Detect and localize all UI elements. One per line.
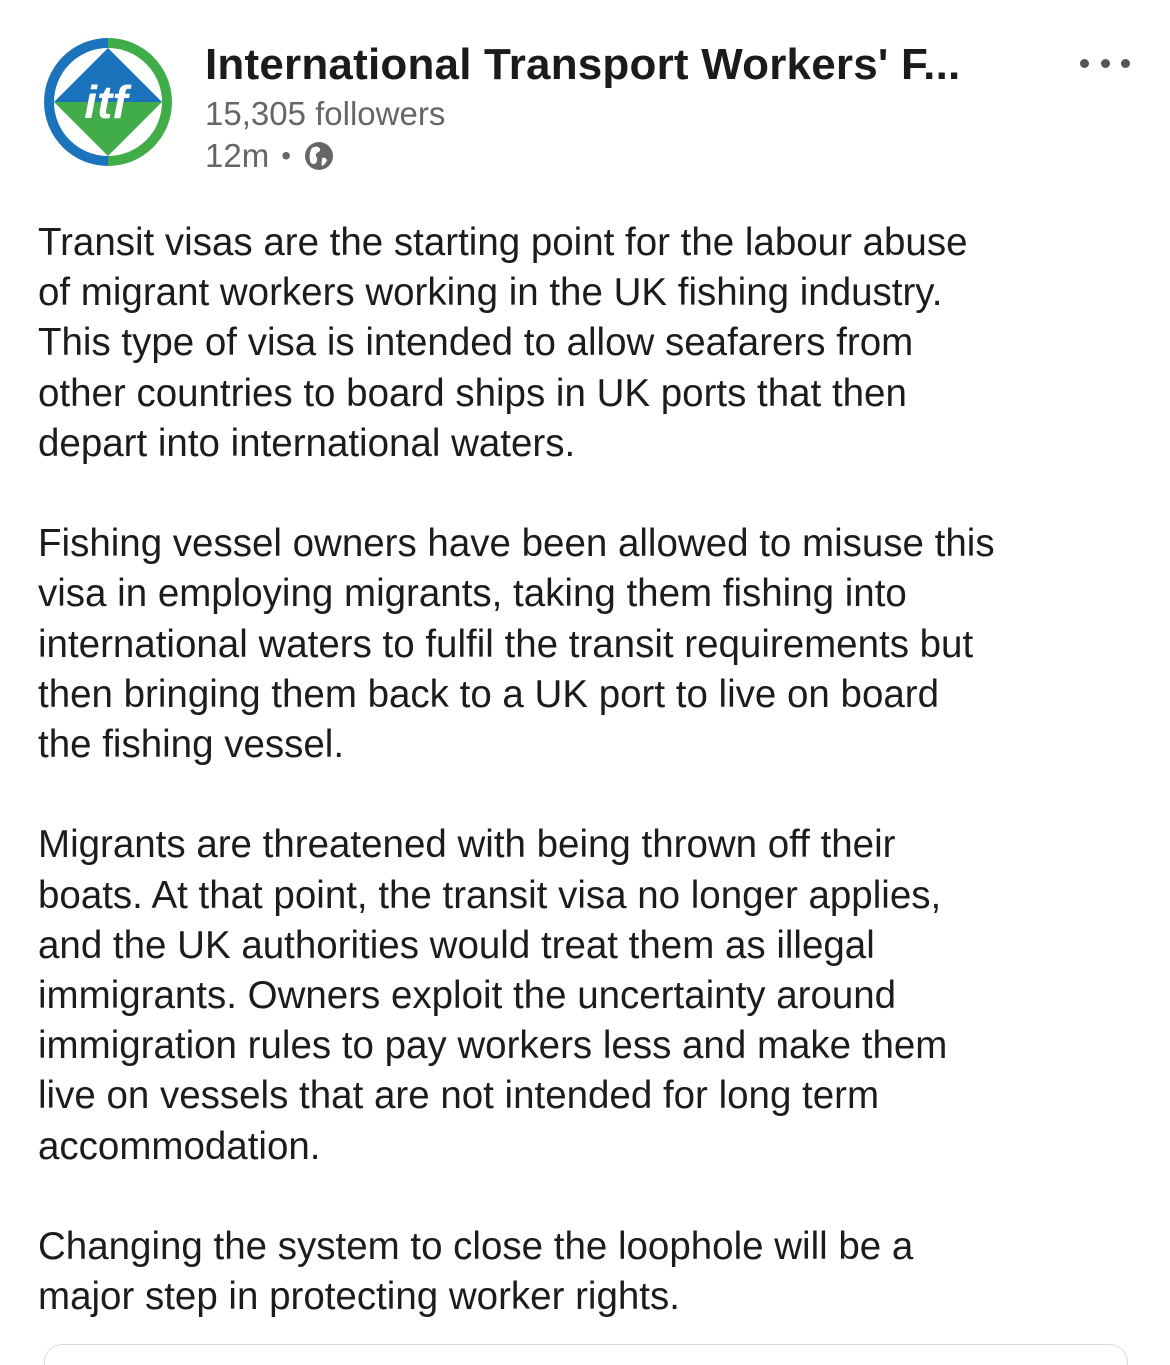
post-line: boats. At that point, the transit visa no longer applies, (38, 873, 942, 917)
post-line: Fishing vessel owners have been allowed to misuse this (38, 522, 995, 566)
post-paragraph (38, 519, 1138, 770)
post-line: immigration rules to pay workers less and make them (38, 1024, 948, 1068)
more-options-button[interactable] (1080, 48, 1130, 78)
post-line: Transit visas are the starting point for the labour abuse (38, 221, 968, 264)
post-line: depart into international waters. (38, 421, 576, 465)
more-dot-icon (1101, 59, 1110, 68)
author-name[interactable]: International Transport Workers' F... (205, 40, 961, 89)
post-text (38, 218, 1138, 1322)
post-meta (205, 135, 1055, 177)
follower-count: 15,305 followers (205, 95, 446, 132)
post-line: of migrant workers working in the UK fishing industry. (38, 271, 943, 315)
post-line: immigrants. Owners exploit the uncertainty around (38, 974, 897, 1018)
logo-text: itf (84, 76, 128, 128)
post-header (40, 34, 1130, 184)
post-line: Migrants are threatened with being thrown off their (38, 823, 896, 867)
itf-logo-icon (40, 34, 176, 170)
post-paragraph (38, 820, 1138, 1171)
globe-icon (303, 140, 335, 172)
post-line: accommodation. (38, 1124, 321, 1168)
more-dot-icon (1121, 59, 1130, 68)
post-line: then bringing them back to a UK port to live on board (38, 672, 940, 716)
post-paragraph (38, 1222, 1138, 1322)
embedded-card-edge[interactable] (44, 1344, 1128, 1365)
post-line: major step in protecting worker rights. (38, 1275, 680, 1319)
more-dot-icon (1080, 59, 1089, 68)
company-logo-avatar[interactable] (40, 34, 176, 170)
post-line: other countries to board ships in UK ports that then (38, 371, 907, 415)
author-info (205, 38, 1055, 177)
post-time: 12m (205, 137, 270, 174)
post-line: and the UK authorities would treat them as illegal (38, 923, 875, 967)
post-line: visa in employing migrants, taking them fishing into (38, 572, 907, 616)
post-line: This type of visa is intended to allow seafarers from (38, 321, 914, 365)
post-line: live on vessels that are not intended for long term (38, 1074, 880, 1118)
post-line: Changing the system to close the loophole will be a (38, 1225, 914, 1269)
meta-separator: • (281, 140, 292, 171)
post-line: international waters to fulfil the transit requirements but (38, 622, 974, 666)
post-paragraph (38, 218, 1138, 469)
post-line: the fishing vessel. (38, 723, 345, 767)
